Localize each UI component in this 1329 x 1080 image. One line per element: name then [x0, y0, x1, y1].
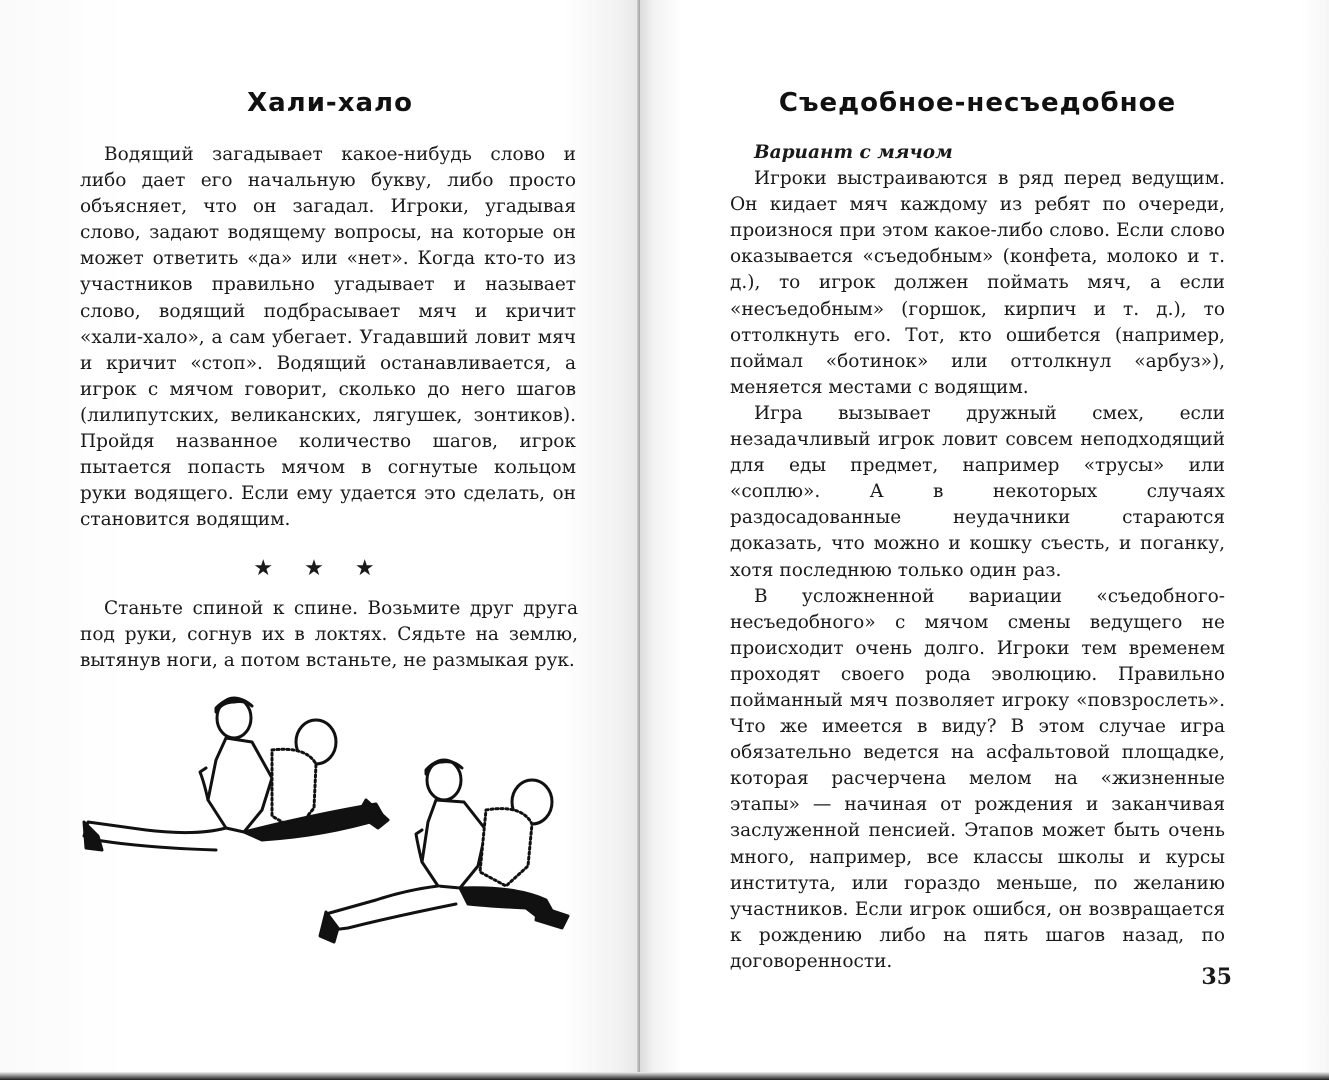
two-people-back-to-back-sitting-icon — [76, 690, 576, 950]
right-paragraph-3: В усложненной вариации «съедобного-несъедобного» с мячом смены ведущего не происходит очень долго. Игроки тем временем проходят своего рода эволюцию. Правильно пойманный мяч позволяет игроку «повзрослеть». Что же имеется в виду? В этом случае игра обязательно ведется на асфальтовой площадке, которая расчерчена мелом на «жизненные этапы» — начиная от рождения и заканчивая заслуженной пенсией. Этапов может быть очень много, например, все классы школы и курсы института, или гораздо меньше, по желанию участников. Если игрок ошибся, он возвращается к рождению либо на пять шагов назад, по договоренности. — [730, 585, 1225, 972]
right-paragraph-1: Игроки выстраиваются в ряд перед ведущим. Он кидает мяч каждому из ребят по очереди, произнося при этом какое-либо слово. Если слово оказывается «съедобным» (конфета, молоко и т. д.), то игрок должен поймать мяч, а если «несъедобным» (горшок, кирпич и т. д.), то оттолкнуть его. Тот, кто ошибется (например, поймал «ботинок» или оттолкнул «арбуз»), меняется местами с водящим. — [730, 168, 1225, 398]
page-bottom-edge — [0, 1072, 1329, 1080]
right-paragraph-2: Игра вызывает дружный смех, если незадачливый игрок ловит совсем неподходящий для еды предмет, например «трусы» или «соплю». А в некоторых случаях раздосадованные неудачники стараются доказать, что можно и кошку съесть, и поганку, хотя последнюю только один раз. — [730, 402, 1225, 581]
left-page — [0, 0, 640, 1080]
exercise-text-block — [80, 596, 578, 674]
exercise-paragraph: Станьте спиной к спине. Возьмите друг друга под руки, согнув их в локтях. Сядьте на землю, вытянув ноги, а потом встаньте, не размыкая рук. — [80, 598, 578, 672]
section-separator: ★ ★ ★ — [253, 556, 387, 581]
variant-subtitle: Вариант с мячом — [754, 142, 953, 163]
pair-one-figure — [84, 698, 388, 850]
pair-two-figure — [320, 760, 568, 942]
page-number: 35 — [1201, 964, 1232, 990]
left-page-body — [80, 142, 576, 533]
right-page-title: Съедобное-несъедобное — [778, 88, 1177, 118]
right-page-body — [730, 140, 1225, 975]
left-paragraph: Водящий загадывает какое-нибудь слово и либо дает его начальную букву, либо просто объясняет, что он загадал. Игроки, угадывая слово, задают водящему вопросы, на которые он может ответить «да» или «нет». Когда кто-то из участников правильно угадывает и называет слово, водящий подбрасывает мяч и кричит «хали-хало», а сам убегает. Угадавший ловит мяч и кричит «стоп». Водящий останавливается, а игрок с мячом говорит, сколько до него шагов (лилипутских, великанских, лягушек, зонтиков). Пройдя названное количество шагов, игрок пытается попасть мячом в согнутые кольцом руки водящего. Если ему удается это сделать, он становится водящим. — [80, 144, 576, 531]
left-page-title: Хали-хало — [247, 88, 413, 118]
